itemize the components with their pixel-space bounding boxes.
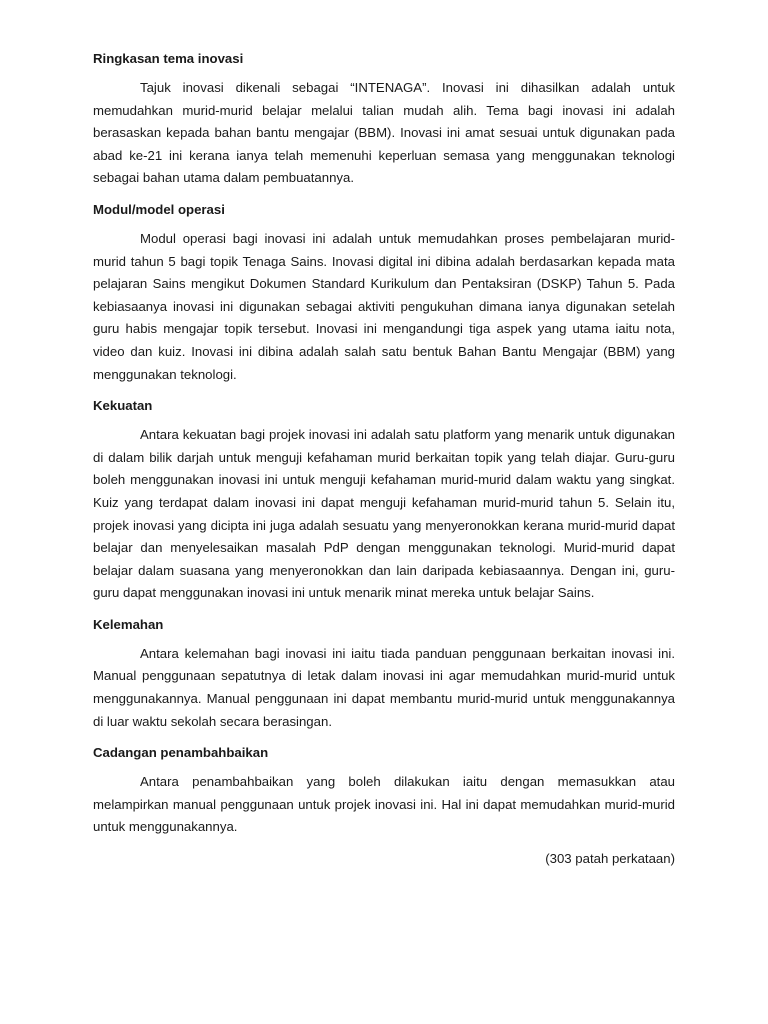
section-kekuatan [93, 396, 675, 605]
section-paragraph: Antara kekuatan bagi projek inovasi ini adalah satu platform yang menarik untuk digunakan di dalam bilik darjah untuk menguji kefahaman murid berkaitan topik yang telah diajar. Guru-guru boleh menggunakan inovasi ini untuk menguji kefahaman murid-murid dalam waktu yang singkat. Kuiz yang terdapat dalam inovasi ini dapat menguji kefahaman murid-murid tahun 5. Selain itu, projek inovasi yang dicipta ini juga adalah sesuatu yang menyeronokkan kerana murid-murid dapat belajar dan menyelesaikan masalah PdP dengan menggunakan teknologi. Murid-murid dapat belajar dalam suasana yang menyeronokkan dan lain daripada kebiasaannya. Dengan ini, guru-guru dapat menggunakan inovasi ini untuk menarik minat mereka untuk belajar Sains. [93, 427, 675, 601]
section-heading: Kekuatan [93, 398, 153, 414]
section-modul [93, 200, 675, 386]
section-paragraph: Tajuk inovasi dikenali sebagai “INTENAGA”. Inovasi ini dihasilkan adalah untuk memudahkan murid-murid belajar melalui talian mudah alih. Tema bagi inovasi ini adalah berasaskan kepada bahan bantu mengajar (BBM). Inovasi ini amat sesuai untuk digunakan pada abad ke-21 ini kerana ianya telah memenuhi keperluan semasa yang menggunakan teknologi sebagai bahan utama dalam pembuatannya. [93, 80, 675, 186]
section-cadangan [93, 743, 675, 839]
document-page [93, 49, 675, 869]
section-paragraph: Modul operasi bagi inovasi ini adalah untuk memudahkan proses pembelajaran murid-murid tahun 5 bagi topik Tenaga Sains. Inovasi digital ini dibina adalah berdasarkan kepada mata pelajaran Sains mengikut Dokumen Standard Kurikulum dan Pentaksiran (DSKP) Tahun 5. Pada kebiasaanya inovasi ini digunakan sebagai aktiviti pengukuhan dimana ianya digunakan setelah guru habis mengajar topik tersebut. Inovasi ini mengandungi tiga aspek yang utama iaitu nota, video dan kuiz. Inovasi ini dibina adalah salah satu bentuk Bahan Bantu Mengajar (BBM) yang menggunakan teknologi. [93, 230, 675, 382]
section-kelemahan [93, 615, 675, 733]
section-heading: Kelemahan [93, 616, 164, 632]
section-heading: Ringkasan tema inovasi [93, 51, 244, 66]
section-ringkasan [93, 49, 675, 190]
section-heading: Modul/model operasi [93, 201, 225, 217]
section-paragraph: Antara penambahbaikan yang boleh dilakukan iaitu dengan memasukkan atau melampirkan manual penggunaan untuk projek inovasi ini. Hal ini dapat memudahkan murid-murid untuk menggunakannya. [93, 774, 675, 835]
section-paragraph: Antara kelemahan bagi inovasi ini iaitu tiada panduan penggunaan berkaitan inovasi ini. Manual penggunaan sepatutnya di letak dalam inovasi ini agar memudahkan murid-murid untuk menggunakannya. Manual penggunaan ini dapat membantu murid-murid untuk menggunakannya di luar waktu sekolah secara berasingan. [93, 645, 675, 729]
section-heading: Cadangan penambahbaikan [93, 745, 269, 761]
word-count: (303 patah perkataan) [545, 851, 675, 867]
